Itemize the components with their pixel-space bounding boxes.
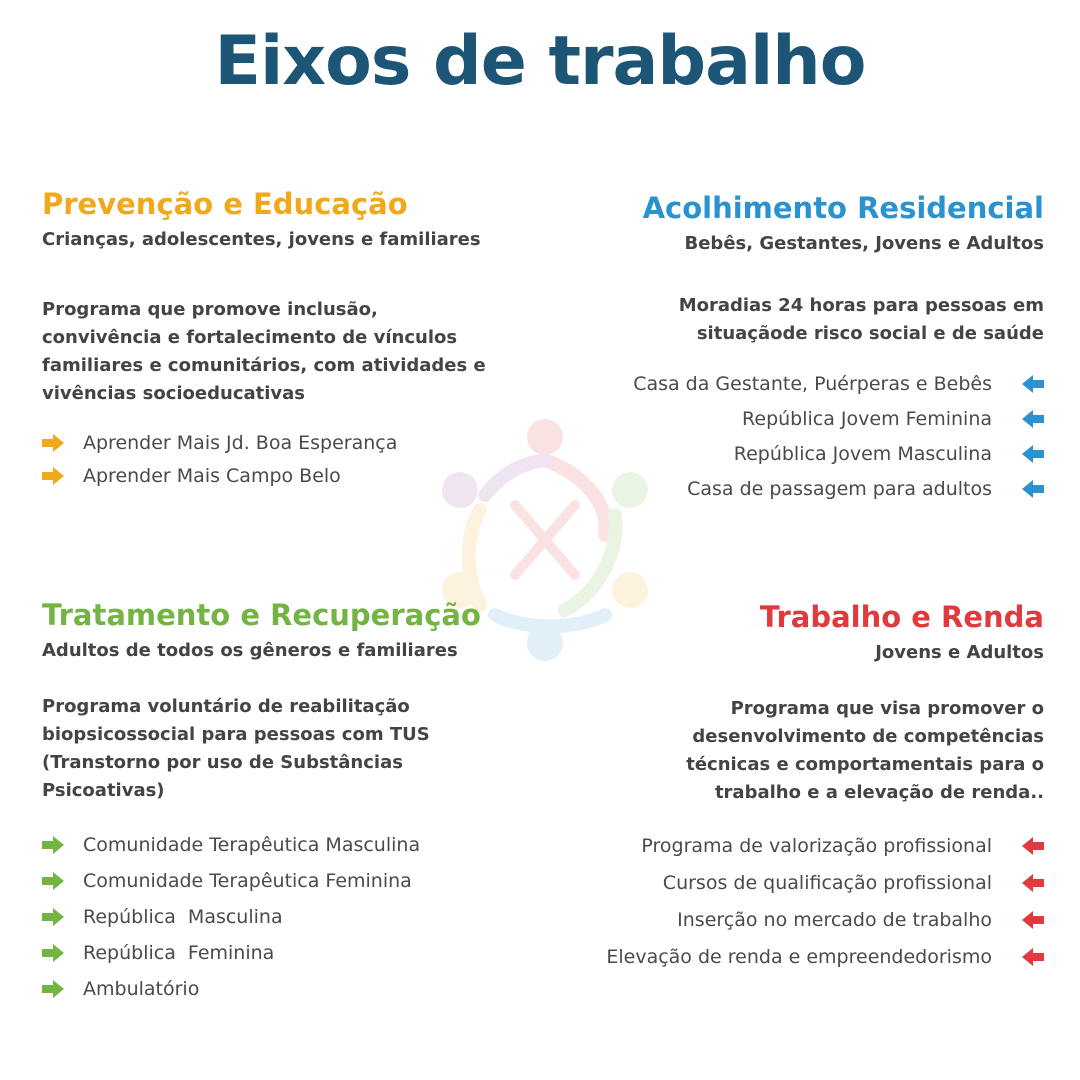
tratamento-subtitle: Adultos de todos os gêneros e familiares — [42, 640, 458, 661]
list-item — [42, 899, 502, 935]
tratamento-list — [42, 827, 502, 1007]
trabalho-section — [524, 599, 1044, 975]
arrow-right-icon — [42, 908, 64, 926]
list-item-label: Cursos de qualificação profissional — [662, 871, 992, 894]
trabalho-list — [524, 827, 1044, 975]
list-item — [524, 827, 1044, 864]
list-item — [42, 426, 502, 459]
arrow-right-icon — [42, 434, 64, 452]
list-item-label: República Masculina — [83, 906, 283, 928]
list-item-label: Casa de passagem para adultos — [687, 477, 992, 500]
list-item-label: Aprender Mais Campo Belo — [83, 464, 341, 487]
list-item — [42, 935, 502, 971]
acolhimento-heading: Acolhimento Residencial — [642, 191, 1044, 225]
list-item-label: Aprender Mais Jd. Boa Esperança — [83, 431, 398, 454]
list-item-label: Elevação de renda e empreendedorismo — [606, 945, 992, 968]
acolhimento-section — [524, 190, 1044, 506]
list-item — [524, 366, 1044, 401]
prevencao-heading: Prevenção e Educação — [42, 187, 408, 221]
list-item-label: República Jovem Masculina — [733, 442, 992, 465]
arrow-left-icon — [1022, 948, 1044, 966]
arrow-right-icon — [42, 467, 64, 485]
acolhimento-subtitle: Bebês, Gestantes, Jovens e Adultos — [684, 233, 1044, 254]
acolhimento-list — [524, 366, 1044, 506]
list-item-label: República Jovem Feminina — [742, 407, 992, 430]
list-item-label: Inserção no mercado de trabalho — [677, 908, 992, 931]
list-item — [524, 864, 1044, 901]
list-item — [524, 901, 1044, 938]
tratamento-description: Programa voluntário de reabilitação biopsicossocial para pessoas com TUS (Transtorno por uso de Substâncias Psicoativas) — [42, 696, 430, 801]
list-item-label: Ambulatório — [83, 978, 200, 1000]
arrow-left-icon — [1022, 375, 1044, 393]
arrow-right-icon — [42, 944, 64, 962]
tratamento-heading: Tratamento e Recuperação — [42, 598, 481, 632]
list-item — [524, 401, 1044, 436]
arrow-right-icon — [42, 872, 64, 890]
tratamento-section — [42, 597, 502, 1007]
trabalho-description: Programa que visa promover o desenvolvimento de competências técnicas e comportamentais para o trabalho e a elevação de renda.. — [686, 698, 1044, 803]
arrow-left-icon — [1022, 911, 1044, 929]
arrow-left-icon — [1022, 410, 1044, 428]
page-title: Eixos de trabalho — [214, 22, 866, 101]
prevencao-description: Programa que promove inclusão, convivência e fortalecimento de vínculos familiares e comunitários, com atividades e vivências socioeducativas — [42, 299, 486, 404]
prevencao-subtitle: Crianças, adolescentes, jovens e familiares — [42, 229, 481, 250]
list-item-label: Comunidade Terapêutica Masculina — [83, 834, 421, 856]
arrow-left-icon — [1022, 874, 1044, 892]
list-item — [42, 459, 502, 492]
prevencao-section — [42, 186, 502, 492]
list-item — [42, 827, 502, 863]
prevencao-list — [42, 426, 502, 492]
list-item-label: Comunidade Terapêutica Feminina — [83, 870, 412, 892]
list-item — [524, 471, 1044, 506]
list-item — [524, 938, 1044, 975]
trabalho-heading: Trabalho e Renda — [759, 600, 1044, 634]
arrow-left-icon — [1022, 837, 1044, 855]
list-item-label: Programa de valorização profissional — [641, 834, 992, 857]
arrow-left-icon — [1022, 445, 1044, 463]
acolhimento-description: Moradias 24 horas para pessoas em situaçãode risco social e de saúde — [678, 295, 1044, 344]
list-item — [524, 436, 1044, 471]
trabalho-subtitle: Jovens e Adultos — [875, 642, 1044, 663]
list-item-label: Casa da Gestante, Puérperas e Bebês — [633, 372, 992, 395]
list-item — [42, 971, 502, 1007]
arrow-left-icon — [1022, 480, 1044, 498]
arrow-right-icon — [42, 980, 64, 998]
list-item — [42, 863, 502, 899]
list-item-label: República Feminina — [83, 942, 275, 964]
arrow-right-icon — [42, 836, 64, 854]
